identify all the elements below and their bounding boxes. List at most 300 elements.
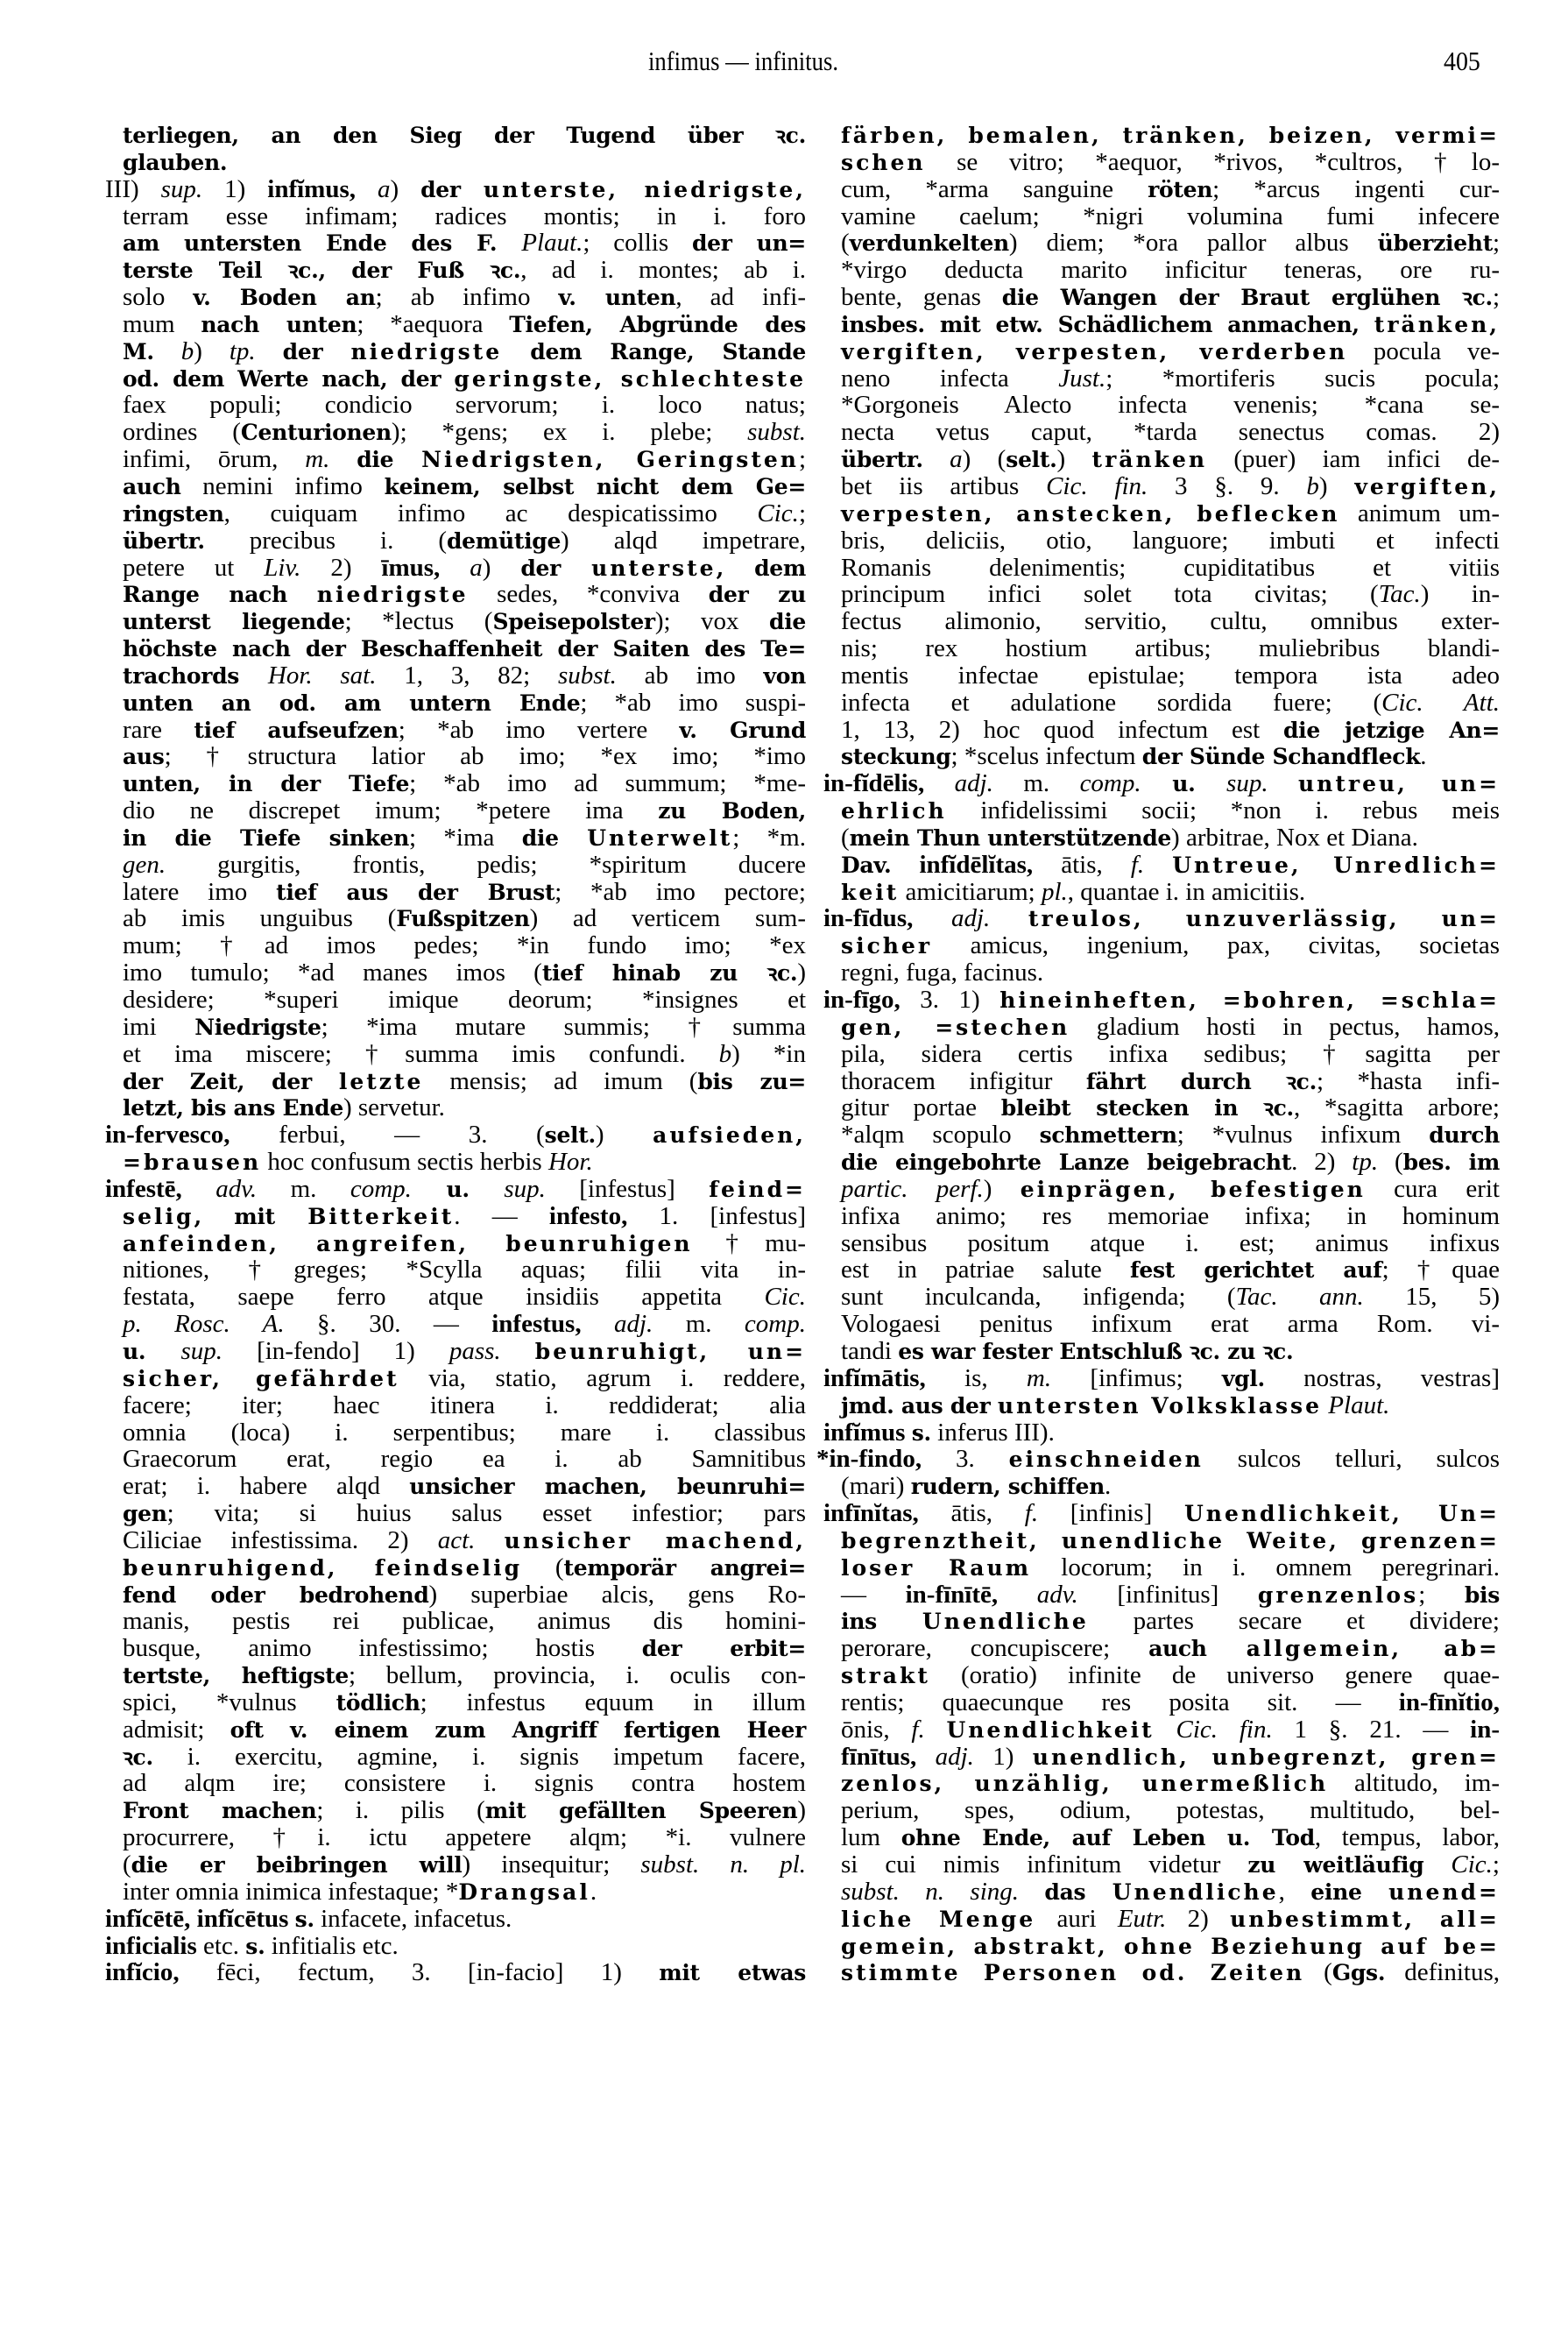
latin-text: et ima miscere; †summa imis confundi. — [123, 1039, 719, 1068]
german-text: Niedrigste — [194, 1014, 321, 1040]
entry-continuation-line — [105, 1473, 806, 1500]
german-text: unsicher machend, — [504, 1527, 807, 1553]
latin-text: ; *ab imo suspi- — [580, 688, 806, 717]
latin-text: ) ad verticem sum- — [529, 904, 806, 933]
german-text: unterste — [591, 555, 717, 581]
german-text: der erbit= — [641, 1636, 807, 1662]
entry-continuation-line — [105, 905, 806, 932]
entry-continuation-line — [823, 608, 1500, 635]
abbreviation: adj. — [950, 904, 991, 933]
entry-head-line — [105, 1933, 806, 1960]
entry-continuation-line — [105, 203, 806, 230]
latin-text: ) — [1056, 445, 1092, 474]
latin-text: ad alqm ire; consistere i. signis contra hostem — [123, 1769, 806, 1798]
abbreviation: Hor. — [547, 1148, 593, 1177]
entry-continuation-line — [823, 284, 1500, 311]
latin-text: ; — [1492, 229, 1500, 258]
latin-text: gitur portae — [841, 1093, 1001, 1122]
german-text: das — [1044, 1879, 1112, 1905]
entry-continuation-line — [105, 365, 806, 393]
entry-continuation-line — [823, 581, 1500, 608]
entry-continuation-line — [105, 419, 806, 446]
left-column — [105, 122, 806, 1986]
latin-text: neno infecta — [841, 364, 1059, 393]
entry-head-line — [823, 770, 1500, 797]
german-text: , mit — [194, 1203, 308, 1229]
german-text: bleibt stecken in ꝛc. — [1000, 1095, 1294, 1121]
latin-text: ); vox — [654, 607, 770, 636]
german-text: färben, bemalen, tränken, beizen, vermi= — [841, 123, 1500, 148]
abbreviation: Plaut. — [1328, 1390, 1390, 1419]
entry-continuation-line — [105, 1608, 806, 1635]
german-text: insbes. mit etw. Schädlichem anmachen, — [841, 311, 1374, 337]
german-text: fest gerichtet auf — [1129, 1257, 1382, 1284]
entry-continuation-line — [823, 1473, 1500, 1500]
latin-text: mum; †ad imos pedes; *in fundo imo; *ex — [123, 931, 806, 960]
headword: infestus, — [491, 1310, 582, 1339]
latin-text: mensis; ad imum ( — [423, 1066, 698, 1095]
latin-text — [998, 1581, 1037, 1609]
german-text: einprägen, befestigen — [1020, 1176, 1366, 1202]
latin-text: procurrere, †i. ictu appetere alqm; *i. vulnere — [123, 1823, 806, 1852]
latin-text: imo tumulo; *ad manes imos ( — [123, 959, 542, 987]
entry-continuation-line — [823, 1770, 1500, 1797]
german-text: v. unten — [558, 285, 676, 311]
entry-continuation-line — [823, 1338, 1500, 1365]
entry-continuation-line — [823, 473, 1500, 500]
latin-text: omnia (loca) i. serpentibus; mare i. classibus — [123, 1418, 806, 1447]
german-text: Unendliche — [1112, 1879, 1279, 1905]
german-text: dem Range, Stande — [502, 338, 807, 364]
latin-text: ; *hasta infi- — [1317, 1066, 1500, 1095]
abbreviation: Plaut. — [521, 229, 583, 258]
german-text: die — [521, 824, 588, 851]
abbreviation: p. Rosc. A. — [123, 1310, 285, 1339]
abbreviation: a — [377, 174, 391, 203]
entry-continuation-line — [105, 1797, 806, 1824]
headword: in-fīnĭtio, — [1398, 1688, 1500, 1716]
latin-text — [256, 337, 283, 365]
german-text: s. — [911, 1419, 931, 1446]
headword: infestē, — [105, 1174, 182, 1203]
latin-text: auri — [1035, 1904, 1118, 1933]
abbreviation: tp. — [229, 336, 256, 365]
entry-continuation-line — [823, 1014, 1500, 1041]
entry-continuation-line — [823, 717, 1500, 744]
german-text: tief aufseufzen — [194, 717, 399, 743]
entry-continuation-line — [823, 797, 1500, 824]
latin-text: , cuiquam infimo ac despicatissimo — [223, 499, 758, 527]
german-text: der Zeit, der — [123, 1068, 339, 1094]
latin-text: pila, sidera certis infixa sedibus; †sagitta per — [841, 1039, 1500, 1068]
latin-text: hoc confusum sectis herbis — [261, 1148, 548, 1177]
entry-continuation-line — [105, 987, 806, 1014]
entry-continuation-line — [823, 824, 1500, 852]
entry-head-line — [105, 1176, 806, 1203]
latin-text: perorare, concupiscere; — [841, 1634, 1149, 1663]
latin-text: ; †structura latior ab imo; *ex imo; *imo — [164, 742, 806, 771]
entry-continuation-line — [823, 1879, 1500, 1906]
entry-continuation-line — [105, 1094, 806, 1121]
latin-text: ) alqd impetrare, — [561, 526, 806, 555]
latin-text: [infimus; — [1051, 1363, 1222, 1392]
latin-text — [582, 1310, 614, 1338]
latin-text: ; collis — [583, 229, 692, 258]
german-text: trachords — [123, 662, 268, 689]
latin-text: cura erit — [1365, 1174, 1500, 1203]
latin-text: definitus, — [1385, 1958, 1500, 1987]
latin-text: bente, genas — [841, 283, 1002, 312]
latin-text: 15, 5) — [1363, 1283, 1500, 1312]
headword: in-fĭdēlis, — [823, 769, 925, 798]
entry-continuation-line — [105, 959, 806, 987]
latin-text: ; *ima mutare summis; †summa — [321, 1012, 807, 1041]
latin-text: desidere; *superi imique deorum; *insignes et — [123, 986, 806, 1014]
abbreviation: b — [180, 336, 194, 365]
german-text: Tiefen, Abgründe des — [509, 311, 806, 337]
latin-text: m. — [992, 769, 1080, 798]
abbreviation: act. — [437, 1525, 476, 1554]
abbreviation: b — [1306, 471, 1319, 500]
latin-text: via, statio, agrum i. reddere, — [399, 1363, 806, 1392]
latin-text: nis; rex hostium artibus; muliebribus blandi- — [841, 634, 1500, 663]
latin-text: 1) — [973, 1742, 1033, 1771]
latin-text: ) *in — [731, 1039, 806, 1068]
latin-text: ( — [1378, 1148, 1403, 1177]
german-text: ohne Ende, auf Leben u. Tod — [901, 1825, 1315, 1851]
german-text: eine — [1310, 1879, 1389, 1905]
latin-text: erat; i. habere alqd — [123, 1472, 410, 1501]
german-text: jmd. aus der — [841, 1392, 998, 1419]
entry-continuation-line — [823, 1203, 1500, 1230]
latin-text: , quantae i. in amicitiis. — [1067, 877, 1306, 906]
abbreviation: f. — [1130, 850, 1145, 879]
german-text: der — [282, 338, 351, 364]
german-text: u. — [1141, 771, 1227, 797]
headword: infīnĭtas, — [823, 1499, 919, 1528]
latin-text: amicus, ingenium, pax, civitas, societas — [932, 931, 1500, 960]
entry-continuation-line — [823, 1392, 1500, 1419]
latin-text: ) servetur. — [343, 1093, 445, 1122]
german-text: v. Boden an — [193, 285, 376, 311]
entry-continuation-line — [105, 284, 806, 311]
entry-continuation-line — [823, 338, 1500, 365]
german-text: s. — [245, 1933, 265, 1959]
headword: *in-findo, — [816, 1445, 922, 1474]
german-text: mit gefällten Speeren — [484, 1798, 798, 1824]
entry-continuation-line — [823, 852, 1500, 879]
headword: in-fīnītē, — [905, 1580, 999, 1609]
german-text: loser Raum — [841, 1554, 1032, 1581]
entry-continuation-line — [105, 1554, 806, 1581]
latin-text: (puer) iam infici de- — [1207, 445, 1500, 474]
entry-head-line — [105, 1959, 806, 1986]
german-text: selig — [123, 1203, 194, 1229]
latin-text — [923, 445, 950, 473]
entry-continuation-line — [823, 1824, 1500, 1851]
entry-continuation-line — [823, 1149, 1500, 1176]
entry-continuation-line — [823, 690, 1500, 717]
german-text: =brausen — [123, 1150, 262, 1176]
entry-continuation-line — [105, 1635, 806, 1662]
latin-text: m. — [653, 1310, 745, 1339]
latin-text: solo — [123, 283, 194, 312]
german-text: u. — [411, 1176, 505, 1202]
latin-text: est in patriae salute — [841, 1256, 1130, 1284]
latin-text: principum infici solet tota civitas; ( — [841, 580, 1379, 609]
latin-text: nostras, vestras] — [1264, 1363, 1500, 1392]
german-text: von — [763, 662, 807, 689]
latin-text: ) — [983, 1174, 1021, 1203]
latin-text: ; — [1418, 1580, 1465, 1609]
latin-text: III) — [105, 174, 161, 203]
german-text: unterst liegende — [123, 609, 345, 635]
latin-text: vamine caelum; *nigri volumina fumi infecere — [841, 202, 1500, 230]
latin-text: ( — [522, 1553, 564, 1581]
latin-text: ( — [123, 1850, 131, 1879]
abbreviation: f. — [911, 1715, 925, 1744]
german-text: letzt, bis ans Ende — [123, 1095, 343, 1121]
abbreviation: Cic. — [757, 499, 799, 527]
latin-text: ; *m. — [732, 823, 806, 852]
entry-continuation-line — [823, 149, 1500, 176]
latin-text: [infinitus] — [1077, 1580, 1258, 1609]
german-text: steckung — [841, 744, 951, 770]
latin-text: se vitro; *aequor, *rivos, *cultros, †lo- — [925, 147, 1500, 176]
entry-continuation-line — [823, 1959, 1500, 1986]
entry-continuation-line — [105, 743, 806, 770]
latin-text: ; *ab imo vertere — [398, 715, 680, 744]
german-text: tödlich — [335, 1689, 420, 1716]
german-text: schen — [841, 149, 926, 175]
entry-continuation-line — [105, 555, 806, 582]
german-text: Unendlichkeit — [946, 1716, 1155, 1743]
latin-text: ) — [1318, 471, 1355, 500]
german-text: Speisepolster — [492, 609, 655, 635]
abbreviation: adv. — [1036, 1580, 1078, 1609]
latin-text — [916, 1743, 935, 1771]
latin-text: sedes, *conviva — [468, 580, 709, 609]
german-text: zenlos, unzählig, unermeßlich — [841, 1771, 1329, 1797]
latin-text: ; — [798, 445, 807, 474]
latin-text: gladium hosti in pectus, hamos, — [1070, 1012, 1500, 1041]
german-text: terliegen, an den Sieg der Tugend über ꝛc. — [123, 123, 806, 148]
abbreviation: Cic. fin. — [1046, 471, 1148, 500]
latin-text: partes secare et dividere; — [1088, 1607, 1500, 1636]
entry-continuation-line — [823, 1068, 1500, 1095]
entry-continuation-line — [823, 1094, 1500, 1121]
abbreviation: adj. — [613, 1310, 653, 1339]
german-text: bes. im — [1402, 1150, 1500, 1176]
latin-text: [in-fendo] 1) — [222, 1336, 449, 1365]
german-text: röten — [1148, 176, 1213, 202]
entry-continuation-line — [105, 1068, 806, 1095]
latin-text: 2) — [300, 553, 382, 582]
entry-continuation-line — [105, 149, 806, 176]
german-text: Niedrigsten, Geringsten — [421, 447, 799, 473]
right-column — [816, 122, 1501, 1987]
latin-text: mum — [123, 309, 201, 338]
german-text: oft v. einem zum Angriff fertigen Heer — [230, 1716, 806, 1743]
german-text: fend oder bedrohend — [123, 1581, 429, 1608]
latin-text: ( — [841, 229, 850, 258]
latin-text: altitudo, im- — [1328, 1769, 1500, 1798]
entry-continuation-line — [823, 446, 1500, 473]
german-text: tränken — [1091, 447, 1208, 473]
abbreviation: subst. — [557, 661, 617, 690]
entry-head-line — [105, 176, 806, 203]
entry-continuation-line — [105, 1716, 806, 1744]
german-text: ꝛc. — [123, 1744, 153, 1770]
german-text: die jetzige An= — [1282, 717, 1500, 743]
german-text: Drangsal — [458, 1879, 590, 1905]
german-text: sicher, gefährdet — [123, 1365, 399, 1391]
abbreviation: sup. — [180, 1336, 223, 1365]
latin-text — [924, 769, 954, 797]
entry-continuation-line — [823, 1121, 1500, 1149]
entry-continuation-line — [105, 1879, 806, 1906]
latin-text: pocula ve- — [1347, 336, 1500, 365]
headword: infĭdēlĭtas, — [919, 850, 1034, 879]
german-text: der un= — [691, 230, 806, 257]
latin-text: thoracem infigitur — [841, 1066, 1086, 1095]
latin-text: ordines ( — [123, 418, 241, 447]
latin-text: ) — [194, 336, 230, 365]
abbreviation: pass. — [449, 1336, 501, 1365]
german-text: unbestimmt, all= — [1230, 1906, 1500, 1932]
german-text: liche Menge — [841, 1906, 1036, 1932]
latin-text: ) — [482, 553, 521, 582]
german-text: M. — [123, 338, 154, 364]
abbreviation: partic. perf. — [841, 1174, 984, 1203]
entry-continuation-line — [823, 203, 1500, 230]
german-text: ehrlich — [841, 798, 947, 824]
latin-text: animum um- — [1339, 499, 1500, 527]
latin-text — [990, 904, 1028, 932]
german-text: s. — [294, 1906, 314, 1932]
latin-text: cum, *arma sanguine — [841, 174, 1148, 203]
latin-text: etc. — [196, 1931, 246, 1960]
german-text: Untreue, Unredlich= — [1172, 852, 1500, 878]
latin-text: facere; iter; haec itinera i. reddiderat; alia — [123, 1390, 806, 1419]
entry-continuation-line — [105, 1770, 806, 1797]
entry-continuation-line — [105, 1824, 806, 1851]
entry-continuation-line — [105, 392, 806, 419]
latin-text: rare — [123, 715, 194, 744]
latin-text — [1268, 769, 1298, 797]
headword: infĭmus — [823, 1418, 906, 1447]
latin-text: 2) — [1166, 1904, 1231, 1933]
latin-text: ( — [841, 823, 850, 852]
latin-text: ab imo — [616, 661, 764, 690]
german-text: Centurionen — [240, 420, 392, 446]
latin-text: §. 30. — — [284, 1310, 492, 1339]
latin-text: — — [841, 1580, 906, 1609]
abbreviation: subst. n. sing. — [841, 1877, 1019, 1906]
german-text: Fußspitzen — [396, 906, 530, 932]
entry-continuation-line — [105, 230, 806, 257]
german-text: unten, in der Tiefe — [123, 771, 410, 797]
latin-text: faex populi; condicio servorum; i. loco natus; — [123, 391, 806, 420]
german-text: demütige — [447, 527, 562, 554]
entry-continuation-line — [105, 1014, 806, 1041]
german-text: aus — [123, 744, 165, 770]
entry-continuation-line — [105, 797, 806, 824]
entry-continuation-line — [823, 392, 1500, 419]
german-text: selt. — [544, 1122, 596, 1149]
latin-text: , — [1278, 1877, 1311, 1906]
german-text: Bitterkeit — [307, 1203, 455, 1229]
entry-continuation-line — [823, 1797, 1500, 1824]
latin-text: 3 §. 9. — [1148, 471, 1307, 500]
latin-text: Vologaesi penitus infixum erat arma Rom. vi- — [841, 1310, 1500, 1339]
latin-text: 1, 13, 2) hoc quod infectum est — [841, 715, 1283, 744]
latin-text: ); *gens; ex i. plebe; — [391, 418, 748, 447]
german-text: tief hinab zu ꝛc. — [541, 960, 798, 987]
abbreviation: f. — [1024, 1499, 1039, 1528]
headword: in-fīdus, — [823, 904, 914, 933]
entry-continuation-line — [823, 1851, 1500, 1879]
entry-continuation-line — [823, 1662, 1500, 1689]
german-text: bis zu= — [697, 1068, 806, 1094]
entry-continuation-line — [823, 1581, 1500, 1609]
german-text: strakt — [841, 1663, 930, 1689]
entry-continuation-line — [105, 824, 806, 852]
entry-continuation-line — [823, 1689, 1500, 1716]
latin-text: petere ut — [123, 553, 265, 582]
latin-text: (oratio) infinite de universo genere quae- — [929, 1661, 1500, 1690]
latin-text: ; *ab imo pectore; — [554, 877, 806, 906]
german-text: unendlich, unbegrenzt, gren= — [1032, 1744, 1500, 1770]
entry-continuation-line — [823, 1256, 1500, 1284]
german-text: mit etwas — [659, 1960, 806, 1986]
latin-text: Graecorum erat, regio ea i. ab Samnitibus — [123, 1445, 806, 1474]
latin-text: 1. [infestus] — [627, 1201, 807, 1230]
entry-continuation-line — [105, 1149, 806, 1176]
entry-continuation-line — [823, 1230, 1500, 1257]
latin-text — [905, 1419, 911, 1447]
latin-text: infimi, ōrum, — [123, 445, 306, 474]
entry-continuation-line — [105, 770, 806, 797]
entry-continuation-line — [105, 338, 806, 365]
entry-continuation-line — [105, 1744, 806, 1771]
entry-continuation-line — [105, 690, 806, 717]
latin-text: regni, fuga, facinus. — [841, 959, 1044, 987]
german-text: stimmte Personen od. Zeiten — [841, 1960, 1305, 1986]
german-text: der — [520, 555, 592, 581]
headword: infĭcētē, infĭcētus — [105, 1904, 289, 1933]
latin-text: ) — [797, 1796, 807, 1825]
german-text: Unendliche — [922, 1609, 1089, 1635]
german-text: anfeinden, angreifen, beunruhigen — [123, 1230, 693, 1256]
german-text: niedrigste — [316, 582, 469, 608]
latin-text: ; *vulnus infixum — [1176, 1121, 1430, 1150]
german-text: , dem — [716, 555, 807, 581]
latin-text: fectus alimonio, servitio, cultu, omnibus exter- — [841, 607, 1500, 636]
entry-continuation-line — [105, 1041, 806, 1068]
german-text: vergiften, verpesten, verderben — [841, 338, 1348, 364]
latin-text: admisit; — [123, 1715, 230, 1744]
entry-continuation-line — [105, 608, 806, 635]
entry-continuation-line — [105, 1284, 806, 1311]
german-text: untreu, un= — [1298, 771, 1501, 797]
latin-text: locorum; in i. omnem peregrinari. — [1031, 1553, 1500, 1581]
latin-text: perium, spes, odium, potestas, multitudo, bel- — [841, 1796, 1500, 1825]
german-text: untersten Volksklasse — [997, 1392, 1323, 1419]
latin-text — [288, 1905, 294, 1933]
abbreviation: comp. — [744, 1310, 806, 1339]
latin-text: (mari) — [841, 1472, 911, 1501]
